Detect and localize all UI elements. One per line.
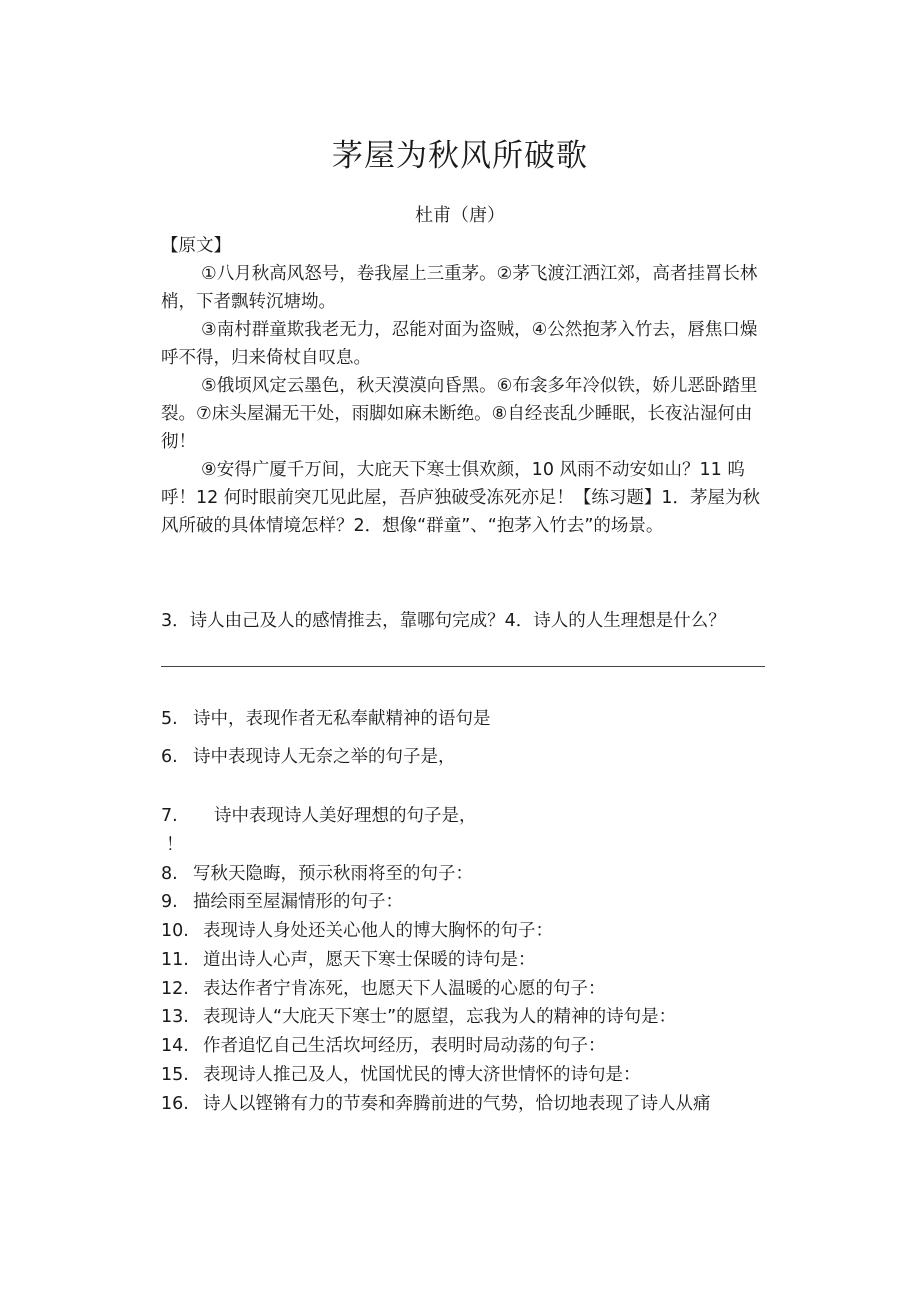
question-text: 表现诗人推己及人，忧国忧民的博大济世情怀的诗句是：: [203, 1065, 641, 1085]
question-item: [161, 888, 771, 916]
question-item: [161, 1003, 771, 1031]
question-item: [161, 802, 771, 830]
question-item: [161, 743, 771, 771]
question-number: 14.: [161, 1036, 189, 1056]
poem-author: 杜甫（唐）: [415, 205, 505, 226]
question-text: 表现诗人“大庇天下寒士”的愿望，忘我为人的精神的诗句是：: [203, 1007, 677, 1027]
question-number: 13.: [161, 1007, 189, 1027]
question-item: [161, 946, 771, 974]
question-text: 道出诗人心声，愿天下寒士保暖的诗句是：: [203, 950, 536, 970]
poem-paragraph: ③南村群童欺我老无力，忍能对面为盗贼，④公然抱茅入竹去，唇焦口燥呼不得，归来倚杖自叹息。: [161, 320, 758, 368]
question-item: [161, 1090, 767, 1118]
question-number: 7.: [161, 806, 178, 826]
poem-title: 茅屋为秋风所破歌: [332, 138, 588, 174]
question-item: [161, 860, 771, 888]
question-text: 诗中表现诗人无奈之举的句子是，: [193, 747, 456, 767]
question-item: [161, 1061, 771, 1089]
question-text: 表现诗人身处还关心他人的博大胸怀的句子：: [203, 921, 553, 941]
question-text: 诗人以铿锵有力的节奏和奔腾前进的气势，恰切地表现了诗人从痛: [203, 1094, 711, 1114]
question-item-continuation: [166, 831, 776, 859]
question-number: 6.: [161, 747, 178, 767]
question-number: 12.: [161, 979, 189, 999]
question-number: 9.: [161, 892, 178, 912]
divider-line: [161, 666, 765, 667]
question-number: 10.: [161, 921, 189, 941]
poem-paragraph: ⑤俄顷风定云墨色，秋天漠漠向昏黑。⑥布衾多年冷似铁，娇儿恶卧踏里裂。⑦床头屋漏无干处，雨脚如麻未断绝。⑧自经丧乱少睡眠，长夜沾湿何由彻！: [161, 376, 758, 452]
poem-paragraph: ①八月秋高风怒号，卷我屋上三重茅。②茅飞渡江洒江郊，高者挂罥长林梢，下者飘转沉塘坳。: [161, 264, 758, 312]
question-number: 5.: [161, 709, 178, 729]
question-3-4: 3．诗人由己及人的感情推去，靠哪句完成？4．诗人的人生理想是什么？: [161, 611, 726, 631]
question-text: 写秋天隐晦，预示秋雨将至的句子：: [193, 864, 473, 884]
question-text: 诗中表现诗人美好理想的句子是，: [214, 806, 477, 826]
question-text: 作者追忆自己生活坎坷经历，表明时局动荡的句子：: [203, 1036, 606, 1056]
question-item: [161, 1032, 771, 1060]
question-number: 16.: [161, 1094, 189, 1114]
question-text: 描绘雨至屋漏情形的句子：: [193, 892, 403, 912]
question-item: [161, 917, 771, 945]
question-text: ！: [166, 835, 184, 855]
question-number: 11.: [161, 950, 189, 970]
question-text: 诗中，表现作者无私奉献精神的语句是: [193, 709, 491, 729]
question-item: [161, 975, 771, 1003]
question-number: 15.: [161, 1065, 189, 1085]
question-number: 8.: [161, 864, 178, 884]
question-item: [161, 705, 771, 733]
poem-paragraph: ⑨安得广厦千万间，大庇天下寒士俱欢颜，10 风雨不动安如山？11 呜呼！12 何时眼前突兀见此屋，吾庐独破受冻死亦足！【练习题】1．茅屋为秋风所破的具体情境怎样？2．想像“群童”、“抱茅入竹去”的场景。: [161, 460, 760, 536]
section-heading-original: 【原文】: [161, 236, 231, 256]
question-text: 表达作者宁肯冻死，也愿天下人温暖的心愿的句子：: [203, 979, 606, 999]
original-text-section: [161, 232, 771, 540]
